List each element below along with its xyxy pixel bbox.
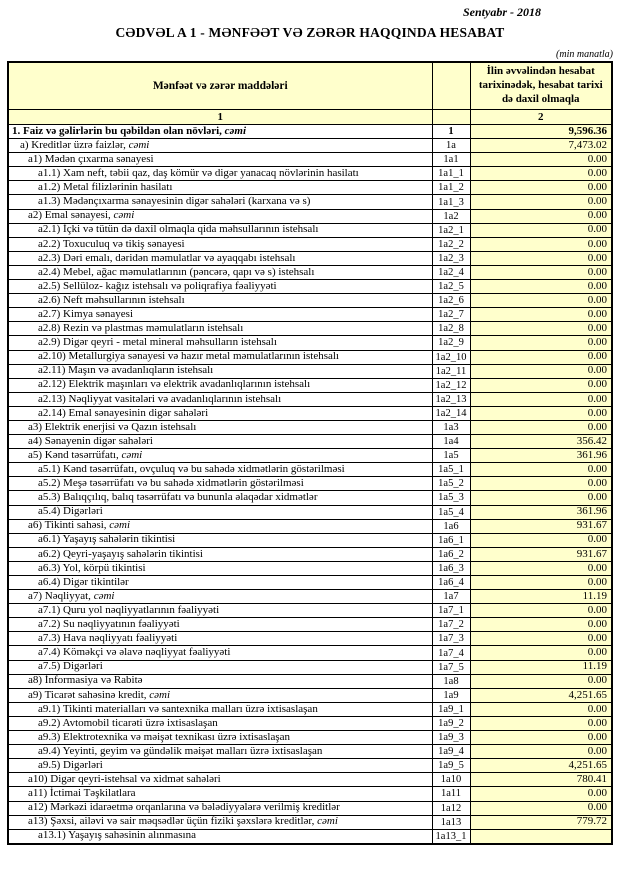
table-row (8, 702, 612, 716)
row-label: a1.1) Xam neft, təbii qaz, daş kömür və digər yanacaq növlərinin hasilatı (8, 167, 432, 181)
row-label: a2.13) Nəqliyyat vasitələri və avadanlıqlarının istehsalı (8, 392, 432, 406)
row-label: a6.4) Digər tikintilər (8, 576, 432, 590)
row-value: 0.00 (470, 561, 612, 575)
table-row (8, 378, 612, 392)
row-code: 1a1_3 (432, 195, 470, 209)
unit-note: (min manatla) (556, 49, 613, 60)
row-value: 0.00 (470, 533, 612, 547)
row-code: 1a7_4 (432, 646, 470, 660)
row-value: 0.00 (470, 646, 612, 660)
row-value: 11.19 (470, 660, 612, 674)
row-code: 1a7_3 (432, 632, 470, 646)
row-label: a9) Ticarət sahəsinə kredit, cəmi (8, 688, 432, 702)
row-value: 0.00 (470, 308, 612, 322)
row-label: a2.5) Sellüloz- kağız istehsalı və poliqrafiya fəaliyyəti (8, 280, 432, 294)
header-row (8, 62, 612, 110)
table-row (8, 364, 612, 378)
table-row (8, 590, 612, 604)
table-row (8, 787, 612, 801)
row-code: 1a2_8 (432, 322, 470, 336)
row-label: a2) Emal sənayesi, cəmi (8, 209, 432, 223)
row-label: a12) Mərkəzi idarəetmə orqanlarına və bələdiyyələrə verilmiş kreditlər (8, 801, 432, 815)
row-code: 1a6_4 (432, 576, 470, 590)
row-label: a9.1) Tikinti materialları və santexnika malları üzrə ixtisaslaşan (8, 702, 432, 716)
row-code: 1a2_5 (432, 280, 470, 294)
row-label: a13.1) Yaşayış sahəsinin alınmasına (8, 829, 432, 844)
row-label: a5.2) Meşə təsərrüfatı və bu sahədə xidmətlərin göstərilməsi (8, 477, 432, 491)
table-header (8, 62, 612, 125)
row-code: 1a2_1 (432, 223, 470, 237)
row-value: 0.00 (470, 237, 612, 251)
value-column-header: İlin əvvəlindən hesabat tarixinədək, hesabat tarixi də daxil olmaqla (470, 62, 612, 110)
row-code: 1a5_1 (432, 463, 470, 477)
row-label: a4) Sənayenin digər sahələri (8, 435, 432, 449)
row-value: 0.00 (470, 378, 612, 392)
table-row (8, 632, 612, 646)
table-row (8, 477, 612, 491)
row-value: 11.19 (470, 590, 612, 604)
row-code: 1a6_2 (432, 547, 470, 561)
row-label: a9.2) Avtomobil ticarəti üzrə ixtisaslaşan (8, 716, 432, 730)
row-label: a7.3) Hava nəqliyyatı fəaliyyəti (8, 632, 432, 646)
row-value: 0.00 (470, 745, 612, 759)
row-code: 1a2_11 (432, 364, 470, 378)
row-value: 361.96 (470, 449, 612, 463)
row-label: a6.2) Qeyri-yaşayış sahələrin tikintisi (8, 547, 432, 561)
row-value: 931.67 (470, 547, 612, 561)
row-code: 1a7_2 (432, 618, 470, 632)
row-value: 0.00 (470, 420, 612, 434)
row-code: 1a2_9 (432, 336, 470, 350)
table-row (8, 167, 612, 181)
row-code: 1a2_13 (432, 392, 470, 406)
row-value: 0.00 (470, 251, 612, 265)
table-row (8, 294, 612, 308)
table-row (8, 801, 612, 815)
row-code: 1a13 (432, 815, 470, 829)
row-code: 1a9 (432, 688, 470, 702)
column-number-row (8, 110, 612, 125)
row-label: a1.3) Mədənçıxarma sənayesinin digər sahələri (karxana və s) (8, 195, 432, 209)
report-period: Sentyabr - 2018 (463, 5, 541, 19)
table-row (8, 153, 612, 167)
row-label: a9.5) Digərləri (8, 759, 432, 773)
table-row (8, 660, 612, 674)
row-label: a10) Digər qeyri-istehsal və xidmət sahələri (8, 773, 432, 787)
table-row (8, 181, 612, 195)
row-code: 1a9_4 (432, 745, 470, 759)
table-row (8, 209, 612, 223)
table-row (8, 759, 612, 773)
table-row (8, 139, 612, 153)
row-code: 1a5_2 (432, 477, 470, 491)
row-value: 0.00 (470, 576, 612, 590)
row-label: a5.3) Balıqçılıq, balıq təsərrüfatı və bununla əlaqədar xidmətlər (8, 491, 432, 505)
row-code: 1a13_1 (432, 829, 470, 844)
table-row (8, 251, 612, 265)
row-code: 1a4 (432, 435, 470, 449)
row-code: 1a2_4 (432, 265, 470, 279)
row-label: a2.4) Mebel, ağac məmulatlarının (pəncərə, qapı və s) istehsalı (8, 265, 432, 279)
row-value: 0.00 (470, 463, 612, 477)
table-row (8, 463, 612, 477)
row-label: a7) Nəqliyyat, cəmi (8, 590, 432, 604)
row-label: a2.6) Neft məhsullarının istehsalı (8, 294, 432, 308)
row-value: 0.00 (470, 280, 612, 294)
table-row (8, 519, 612, 533)
row-label: a7.1) Quru yol nəqliyyatlarının fəaliyyəti (8, 604, 432, 618)
row-label: a) Kreditlər üzrə faizlər, cəmi (8, 139, 432, 153)
row-label: a5) Kənd təsərrüfatı, cəmi (8, 449, 432, 463)
table-row (8, 435, 612, 449)
table-row (8, 829, 612, 844)
row-label: a6.3) Yol, körpü tikintisi (8, 561, 432, 575)
row-value: 0.00 (470, 491, 612, 505)
table-row (8, 745, 612, 759)
table-row (8, 392, 612, 406)
row-value: 0.00 (470, 209, 612, 223)
table-row (8, 618, 612, 632)
row-label: a6.1) Yaşayış sahələrin tikintisi (8, 533, 432, 547)
table-row (8, 449, 612, 463)
row-code: 1a (432, 139, 470, 153)
row-value: 0.00 (470, 392, 612, 406)
row-label: a2.14) Emal sənayesinin digər sahələri (8, 406, 432, 420)
row-label: a7.5) Digərləri (8, 660, 432, 674)
row-code: 1a9_5 (432, 759, 470, 773)
table-row (8, 223, 612, 237)
row-label: a6) Tikinti sahəsi, cəmi (8, 519, 432, 533)
row-code: 1a12 (432, 801, 470, 815)
code-column-number (432, 110, 470, 125)
row-label: a1.2) Metal filizlərinin hasilatı (8, 181, 432, 195)
row-value: 0.00 (470, 195, 612, 209)
row-value: 0.00 (470, 336, 612, 350)
row-value: 780.41 (470, 773, 612, 787)
row-code: 1a6 (432, 519, 470, 533)
row-label: a2.2) Toxuculuq və tikiş sənayesi (8, 237, 432, 251)
row-label: a13) Şəxsi, ailəvi və sair məqsədlər üçün fiziki şəxslərə kreditlər, cəmi (8, 815, 432, 829)
row-code: 1a2_6 (432, 294, 470, 308)
row-value: 0.00 (470, 350, 612, 364)
row-code: 1a10 (432, 773, 470, 787)
row-value: 0.00 (470, 153, 612, 167)
row-value: 0.00 (470, 322, 612, 336)
row-value: 0.00 (470, 787, 612, 801)
row-value: 0.00 (470, 265, 612, 279)
value-column-number: 2 (470, 110, 612, 125)
row-label: a2.10) Metallurgiya sənayesi və hazır metal məmulatlarının istehsalı (8, 350, 432, 364)
table-row (8, 322, 612, 336)
row-label: a8) İnformasiya və Rabitə (8, 674, 432, 688)
row-value: 0.00 (470, 674, 612, 688)
row-value: 0.00 (470, 702, 612, 716)
table-row (8, 604, 612, 618)
table-row (8, 773, 612, 787)
row-code: 1a7_5 (432, 660, 470, 674)
row-code: 1a9_2 (432, 716, 470, 730)
row-value: 0.00 (470, 632, 612, 646)
row-label: a9.4) Yeyinti, geyim və gündəlik məişət malları üzrə ixtisaslaşan (8, 745, 432, 759)
table-row (8, 505, 612, 519)
row-value: 931.67 (470, 519, 612, 533)
row-label: a3) Elektrik enerjisi və Qazın istehsalı (8, 420, 432, 434)
row-value: 0.00 (470, 716, 612, 730)
row-value: 0.00 (470, 477, 612, 491)
table-row (8, 674, 612, 688)
row-value: 0.00 (470, 364, 612, 378)
row-value: 779.72 (470, 815, 612, 829)
items-column-header: Mənfəət və zərər maddələri (8, 62, 432, 110)
row-value: 356.42 (470, 435, 612, 449)
table-row (8, 815, 612, 829)
row-code: 1a6_1 (432, 533, 470, 547)
table-row (8, 547, 612, 561)
table-row (8, 688, 612, 702)
table-row (8, 265, 612, 279)
row-label: a2.7) Kimya sənayesi (8, 308, 432, 322)
row-code: 1a1_1 (432, 167, 470, 181)
row-value: 0.00 (470, 294, 612, 308)
row-label: a2.3) Dəri emalı, dəridən məmulatlar və ayaqqabı istehsalı (8, 251, 432, 265)
report-title: CƏDVƏL A 1 - MƏNFƏƏT VƏ ZƏRƏR HAQQINDA HESABAT (115, 25, 505, 40)
row-code: 1a11 (432, 787, 470, 801)
row-label: a5.1) Kənd təsərrüfatı, ovçuluq və bu sahədə xidmətlərin göstərilməsi (8, 463, 432, 477)
table-row (8, 533, 612, 547)
table-row (8, 731, 612, 745)
row-code: 1a6_3 (432, 561, 470, 575)
table-row (8, 336, 612, 350)
row-value: 4,251.65 (470, 688, 612, 702)
table-row (8, 406, 612, 420)
profit-loss-table (7, 61, 613, 845)
row-label: a2.1) İçki və tütün də daxil olmaqla qida məhsullarının istehsalı (8, 223, 432, 237)
table-row (8, 195, 612, 209)
row-code: 1a2_7 (432, 308, 470, 322)
row-value: 4,251.65 (470, 759, 612, 773)
row-code: 1 (432, 125, 470, 139)
row-label: a7.2) Su nəqliyyatının fəaliyyəti (8, 618, 432, 632)
row-code: 1a9_1 (432, 702, 470, 716)
row-label: a2.8) Rezin və plastmas məmulatların istehsalı (8, 322, 432, 336)
row-label: a2.12) Elektrik maşınları və elektrik avadanlıqlarının istehsalı (8, 378, 432, 392)
row-value: 0.00 (470, 618, 612, 632)
row-label: a11) İctimai Təşkilatlara (8, 787, 432, 801)
row-value: 0.00 (470, 406, 612, 420)
row-code: 1a2_3 (432, 251, 470, 265)
row-value: 0.00 (470, 167, 612, 181)
row-code: 1a1 (432, 153, 470, 167)
row-label: a9.3) Elektrotexnika və məişət texnikası üzrə ixtisaslaşan (8, 731, 432, 745)
row-label: a5.4) Digərləri (8, 505, 432, 519)
row-code: 1a1_2 (432, 181, 470, 195)
table-row (8, 237, 612, 251)
table-row (8, 646, 612, 660)
row-code: 1a2_12 (432, 378, 470, 392)
row-label: a2.11) Maşın və avadanlıqların istehsalı (8, 364, 432, 378)
row-code: 1a2_2 (432, 237, 470, 251)
table-row (8, 491, 612, 505)
table-row (8, 420, 612, 434)
row-value: 0.00 (470, 604, 612, 618)
table-row (8, 280, 612, 294)
row-code: 1a8 (432, 674, 470, 688)
row-value: 0.00 (470, 223, 612, 237)
table-row (8, 125, 612, 139)
row-code: 1a5_3 (432, 491, 470, 505)
row-value: 0.00 (470, 801, 612, 815)
row-value: 361.96 (470, 505, 612, 519)
row-code: 1a7 (432, 590, 470, 604)
row-code: 1a9_3 (432, 731, 470, 745)
row-code: 1a2_10 (432, 350, 470, 364)
row-label: a1) Mədən çıxarma sənayesi (8, 153, 432, 167)
row-code: 1a2 (432, 209, 470, 223)
row-label: a2.9) Digər qeyri - metal mineral məhsulların istehsalı (8, 336, 432, 350)
row-value: 0.00 (470, 731, 612, 745)
table-row (8, 576, 612, 590)
row-code: 1a3 (432, 420, 470, 434)
row-value (470, 829, 612, 844)
row-code: 1a2_14 (432, 406, 470, 420)
table-row (8, 308, 612, 322)
table-row (8, 716, 612, 730)
report-rows (8, 125, 612, 844)
row-value: 9,596.36 (470, 125, 612, 139)
row-label: 1. Faiz və gəlirlərin bu qəbildən olan növləri, cəmi (8, 125, 432, 139)
row-label: a7.4) Köməkçi və əlavə nəqliyyat fəaliyyəti (8, 646, 432, 660)
items-column-number: 1 (8, 110, 432, 125)
table-row (8, 350, 612, 364)
table-row (8, 561, 612, 575)
row-value: 0.00 (470, 181, 612, 195)
row-code: 1a5 (432, 449, 470, 463)
row-code: 1a7_1 (432, 604, 470, 618)
row-code: 1a5_4 (432, 505, 470, 519)
code-column-header (432, 62, 470, 110)
row-value: 7,473.02 (470, 139, 612, 153)
